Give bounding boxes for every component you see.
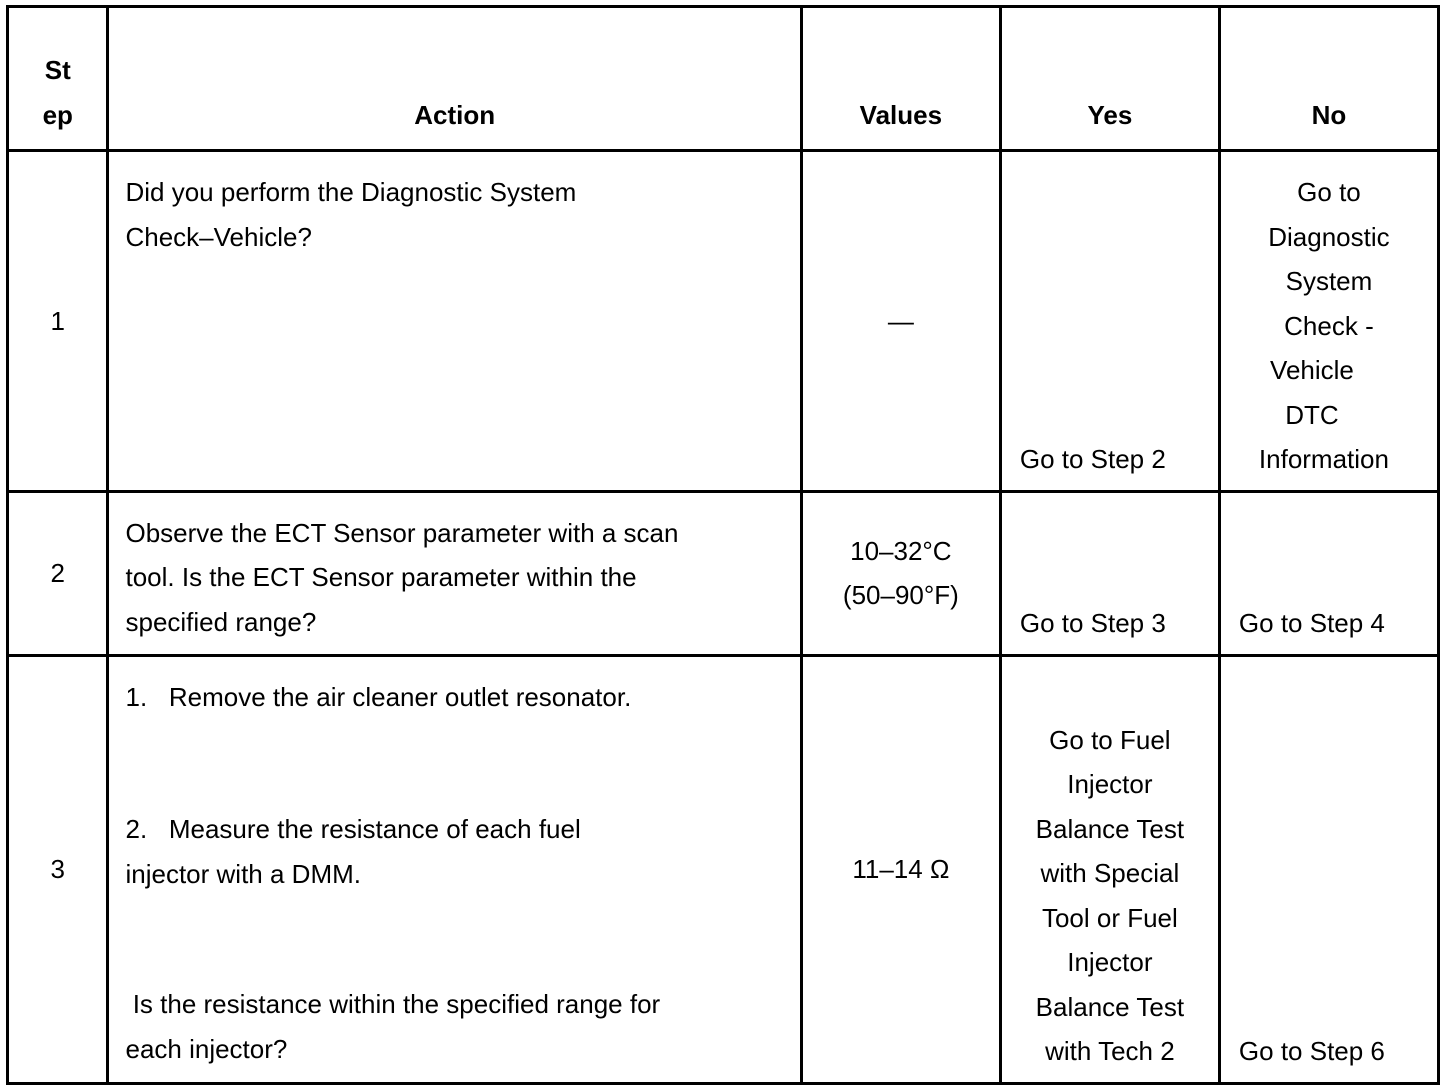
table-row [8, 151, 1439, 492]
action-line: Check–Vehicle? [125, 221, 312, 252]
header-action: Action [108, 7, 801, 151]
values-cell: — [801, 151, 1000, 492]
yes-cell: Go to Step 2 [1000, 151, 1219, 492]
action-cell [108, 151, 801, 492]
step-number: 3 [8, 655, 108, 1083]
yes-cell [1000, 655, 1219, 1083]
header-step-line2: ep [42, 99, 73, 130]
yes-line: Injector [1067, 947, 1153, 977]
yes-line: Balance Test [1035, 813, 1185, 844]
action-line: injector with a DMM. [125, 858, 361, 889]
yes-line: Injector [1067, 769, 1153, 799]
values-cell [801, 491, 1000, 655]
no-line: Check - [1284, 310, 1374, 341]
action-cell [108, 491, 801, 655]
no-line: Diagnostic [1268, 221, 1390, 252]
yes-line: Go to Fuel [1049, 724, 1171, 755]
no-cell: Go to Step 4 [1219, 491, 1438, 655]
yes-line: Balance Test [1035, 991, 1185, 1022]
action-line: specified range? [125, 606, 317, 637]
action-question: Is the resistance within the specified range for [125, 989, 661, 1019]
no-line: Vehicle [1270, 355, 1354, 385]
table-row [8, 491, 1439, 655]
action-line: tool. Is the ECT Sensor parameter within the [125, 562, 637, 592]
header-values: Values [801, 7, 1000, 151]
header-step [8, 7, 108, 151]
action-line: Did you perform the Diagnostic System [125, 177, 577, 207]
values-cell: 11–14 Ω [801, 655, 1000, 1083]
yes-line: with Special [1040, 858, 1180, 888]
action-item: 2. Measure the resistance of each fuel [125, 814, 581, 844]
step-number: 1 [8, 151, 108, 492]
values-line: 10–32°C [850, 535, 952, 566]
header-row [8, 7, 1439, 151]
yes-cell: Go to Step 3 [1000, 491, 1219, 655]
no-cell: Go to Step 6 [1219, 655, 1438, 1083]
no-line: System [1285, 266, 1373, 296]
yes-line: Tool or Fuel [1041, 902, 1178, 933]
no-line: DTC [1285, 399, 1339, 430]
values-line: (50–90°F) [842, 580, 959, 610]
header-step-line1: St [44, 55, 71, 85]
header-yes: Yes [1000, 7, 1219, 151]
action-line: each injector? [125, 1033, 288, 1064]
action-item: 1. Remove the air cleaner outlet resonator. [125, 681, 632, 712]
no-cell [1219, 151, 1438, 492]
header-no: No [1219, 7, 1438, 151]
yes-line: with Tech 2 [1045, 1036, 1175, 1066]
table-row [8, 655, 1439, 1083]
no-line: Information [1258, 444, 1389, 474]
action-cell [108, 655, 801, 1083]
diagnostic-table [6, 5, 1440, 1085]
no-line: Go to [1297, 177, 1361, 207]
action-line: Observe the ECT Sensor parameter with a scan [125, 517, 679, 548]
step-number: 2 [8, 491, 108, 655]
